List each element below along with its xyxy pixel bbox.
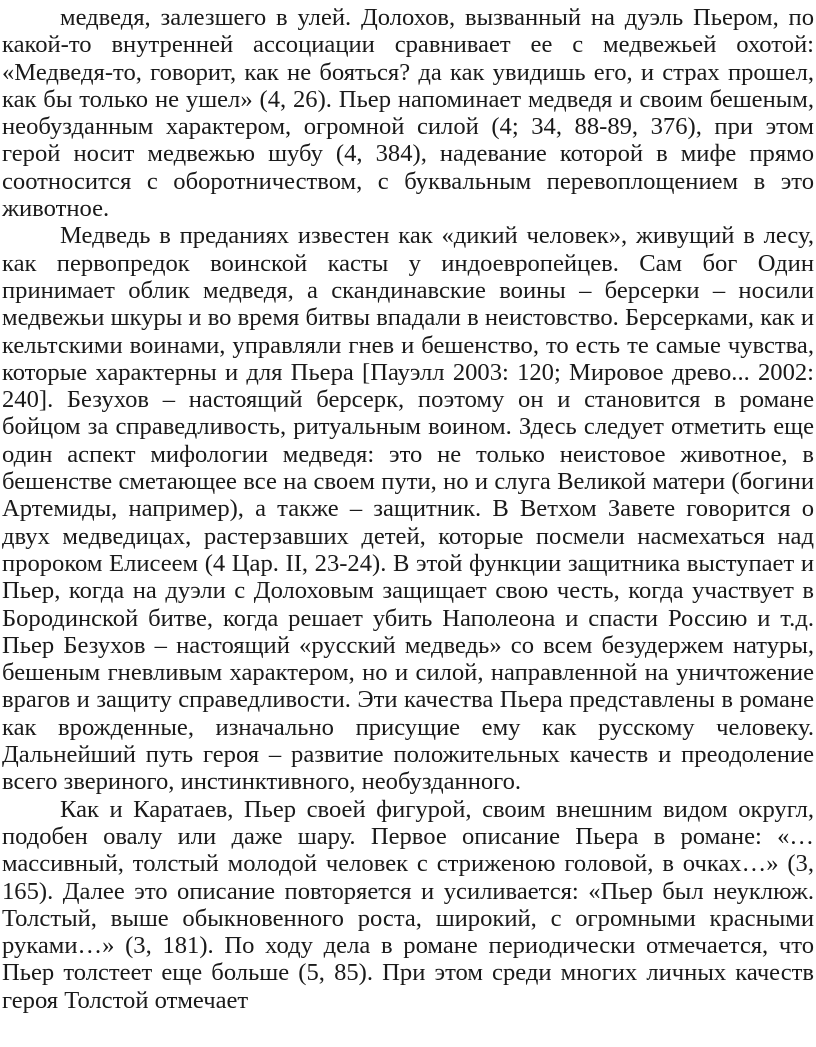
paragraph-2: Медведь в преданиях известен как «дикий человек», живущий в лесу, как первопредок воинской касты у индоевропейцев. Сам бог Один принимает облик медведя, а скандинавские воины – берсерки – носили медвежьи шкуры и во время битвы впадали в неистовство. Берсерками, как и кельтскими воинами, управляли гнев и бешенство, то есть те самые чувства, которые характерны и для Пьера [Пауэлл 2003: 120; Мировое древо... 2002: 240]. Безухов – настоящий берсерк, поэтому он и становится в романе бойцом за справедливость, ритуальным воином. Здесь следует отметить еще один аспект мифологии медведя: это не только неистовое животное, в бешенстве сметающее все на своем пути, но и слуга Великой матери (богини Артемиды, например), а также – защитник. В Ветхом Завете говорится о двух медведицах, растерзавших детей, которые посмели насмехаться над пророком Елисеем (4 Цар. II, 23-24). В этой функции защитника выступает и Пьер, когда на дуэли с Долоховым защищает свою честь, когда участвует в Бородинской битве, когда решает убить Наполеона и спасти Россию и т.д. Пьер Безухов – настоящий «русский медведь» со всем безудержем натуры, бешеным гневливым характером, но и силой, направленной на уничтожение врагов и защиту справедливости. Эти качества Пьера представлены в романе как врожденные, изначально присущие ему как русскому человеку. Дальнейший путь героя – развитие положительных качеств и преодоление всего звериного, инстинктивного, необузданного.	[2, 222, 814, 796]
paragraph-3: Как и Каратаев, Пьер своей фигурой, своим внешним видом округл, подобен овалу или даже шару. Первое описание Пьера в романе: «…массивный, толстый молодой человек с стриженою головой, в очках…» (3, 165). Далее это описание повторяется и усиливается: «Пьер был неуклюж. Толстый, выше обыкновенного роста, широкий, с огромными красными руками…» (3, 181). По ходу дела в романе периодически отмечается, что Пьер толстеет еще больше (5, 85). При этом среди многих личных качеств героя Толстой отмечает	[2, 795, 814, 1014]
paragraph-1: медведя, залезшего в улей. Долохов, вызванный на дуэль Пьером, по какой-то внутренней ассоциации сравнивает ее с медвежьей охотой: «Медведя-то, говорит, как не бояться? да как увидишь его, и страх прошел, как бы только не ушел» (4, 26). Пьер напоминает медведя и своим бешеным, необузданным характером, огромной силой (4; 34, 88-89, 376), при этом герой носит медвежью шубу (4, 384), надевание которой в мифе прямо соотносится с оборотничеством, с буквальным перевоплощением в это животное.	[2, 4, 814, 223]
